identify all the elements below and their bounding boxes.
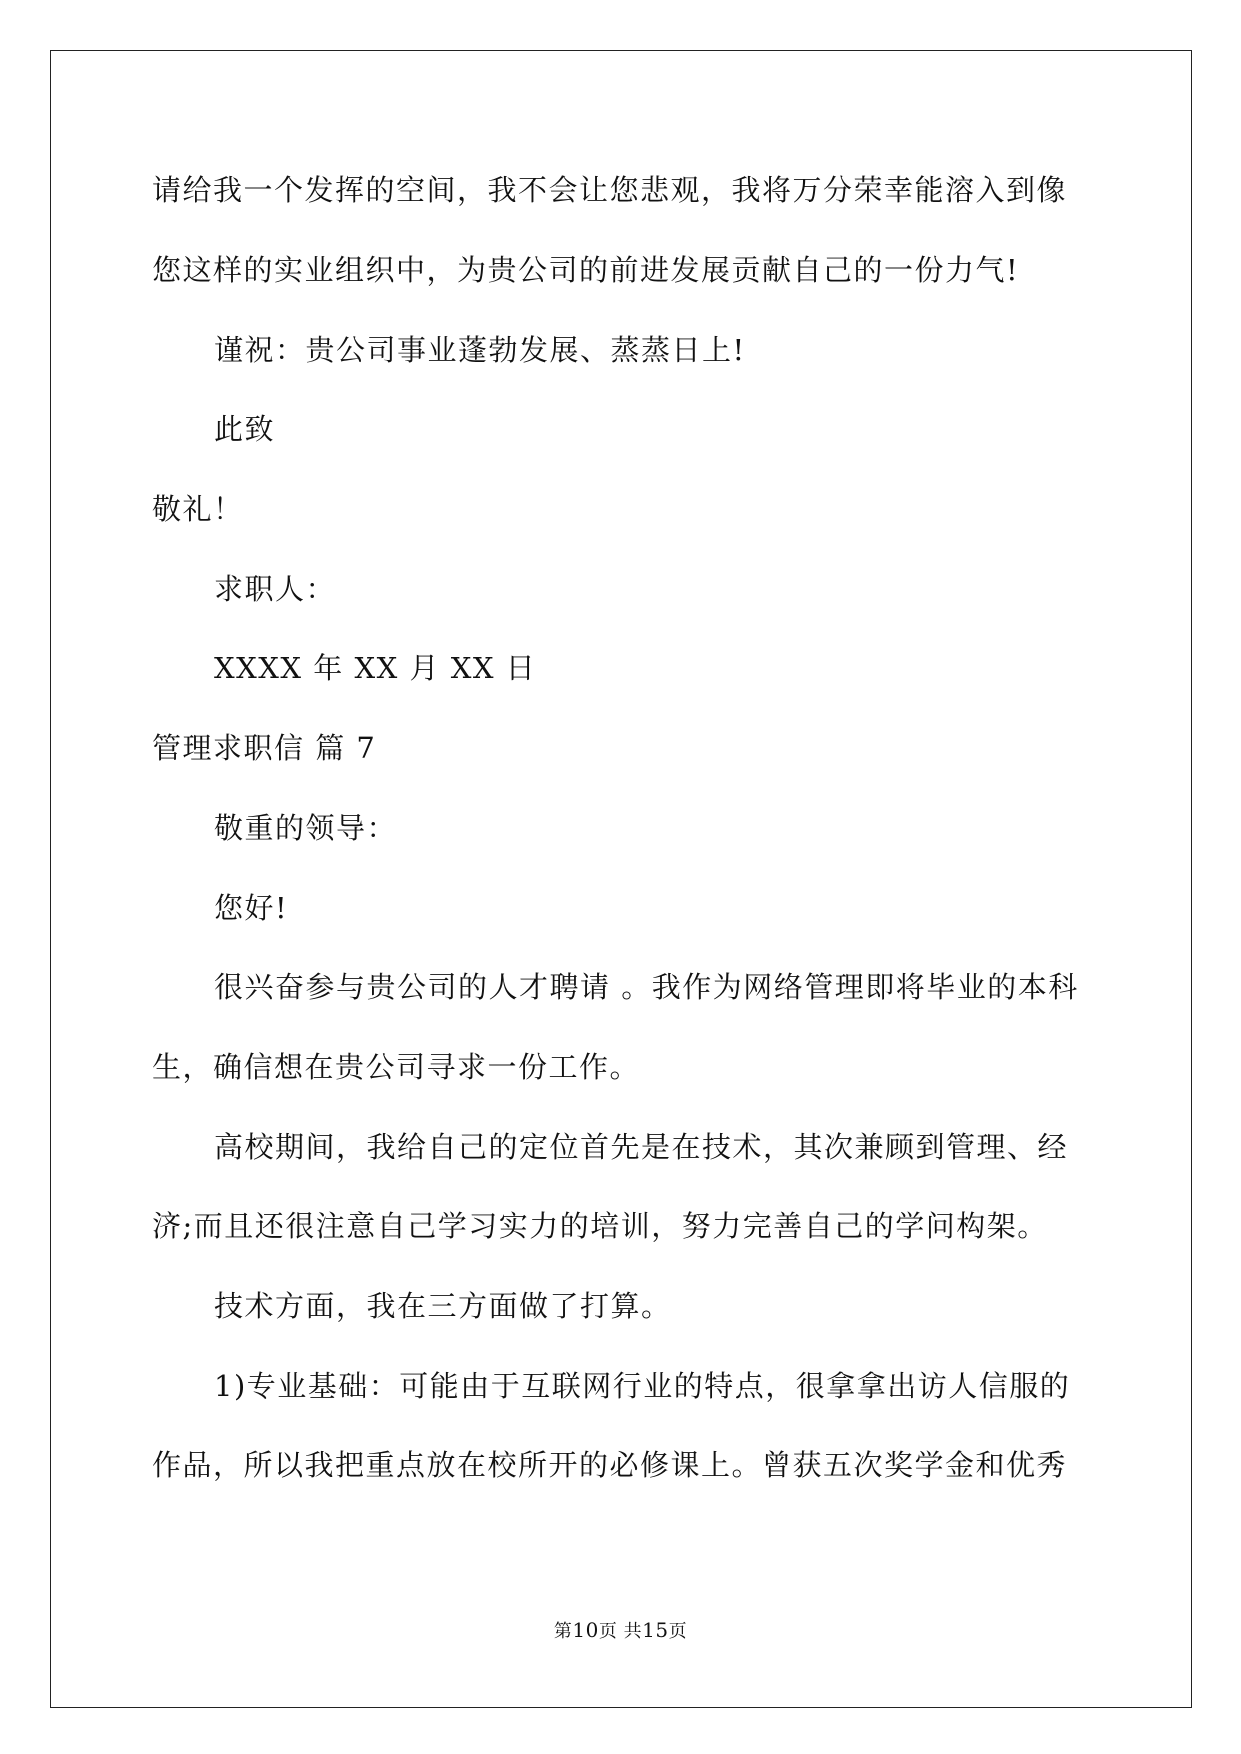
body-line: 高校期间，我给自己的定位首先是在技术，其次兼顾到管理、经 xyxy=(214,1130,1069,1164)
body-line: 生，确信想在贵公司寻求一份工作。 xyxy=(152,1050,641,1084)
body-line: 敬重的领导： xyxy=(214,811,398,845)
footer-mid: 页 共 xyxy=(598,1621,643,1642)
body-line: 1)专业基础：可能由于互联网行业的特点，很拿拿出访人信服的 xyxy=(214,1369,1071,1403)
body-line: 您好! xyxy=(214,891,289,925)
total-page-number: 15 xyxy=(642,1618,669,1642)
section-heading: 管理求职信 篇 7 xyxy=(152,731,377,765)
body-line: 作品，所以我把重点放在校所开的必修课上。曾获五次奖学金和优秀 xyxy=(152,1448,1068,1482)
footer-suffix: 页 xyxy=(668,1621,688,1642)
footer-prefix: 第 xyxy=(553,1621,573,1642)
body-line: 济;而且还很注意自己学习实力的培训，努力完善自己的学问构架。 xyxy=(152,1209,1048,1243)
body-line: 请给我一个发挥的空间，我不会让您悲观，我将万分荣幸能溶入到像 xyxy=(152,173,1068,207)
body-line: 谨祝：贵公司事业蓬勃发展、蒸蒸日上! xyxy=(214,333,746,367)
body-line: XXXX 年 XX 月 XX 日 xyxy=(214,651,537,685)
body-line: 求职人： xyxy=(214,572,337,606)
body-line: 技术方面，我在三方面做了打算。 xyxy=(214,1289,672,1323)
body-line: 敬礼！ xyxy=(152,492,244,526)
body-line: 您这样的实业组织中，为贵公司的前进发展贡献自己的一份力气! xyxy=(152,253,1020,287)
page-footer xyxy=(0,1618,1241,1644)
current-page-number: 10 xyxy=(572,1618,599,1642)
body-line: 此致 xyxy=(214,412,276,446)
body-line: 很兴奋参与贵公司的人才聘请 。我作为网络管理即将毕业的本科 xyxy=(214,970,1079,1004)
